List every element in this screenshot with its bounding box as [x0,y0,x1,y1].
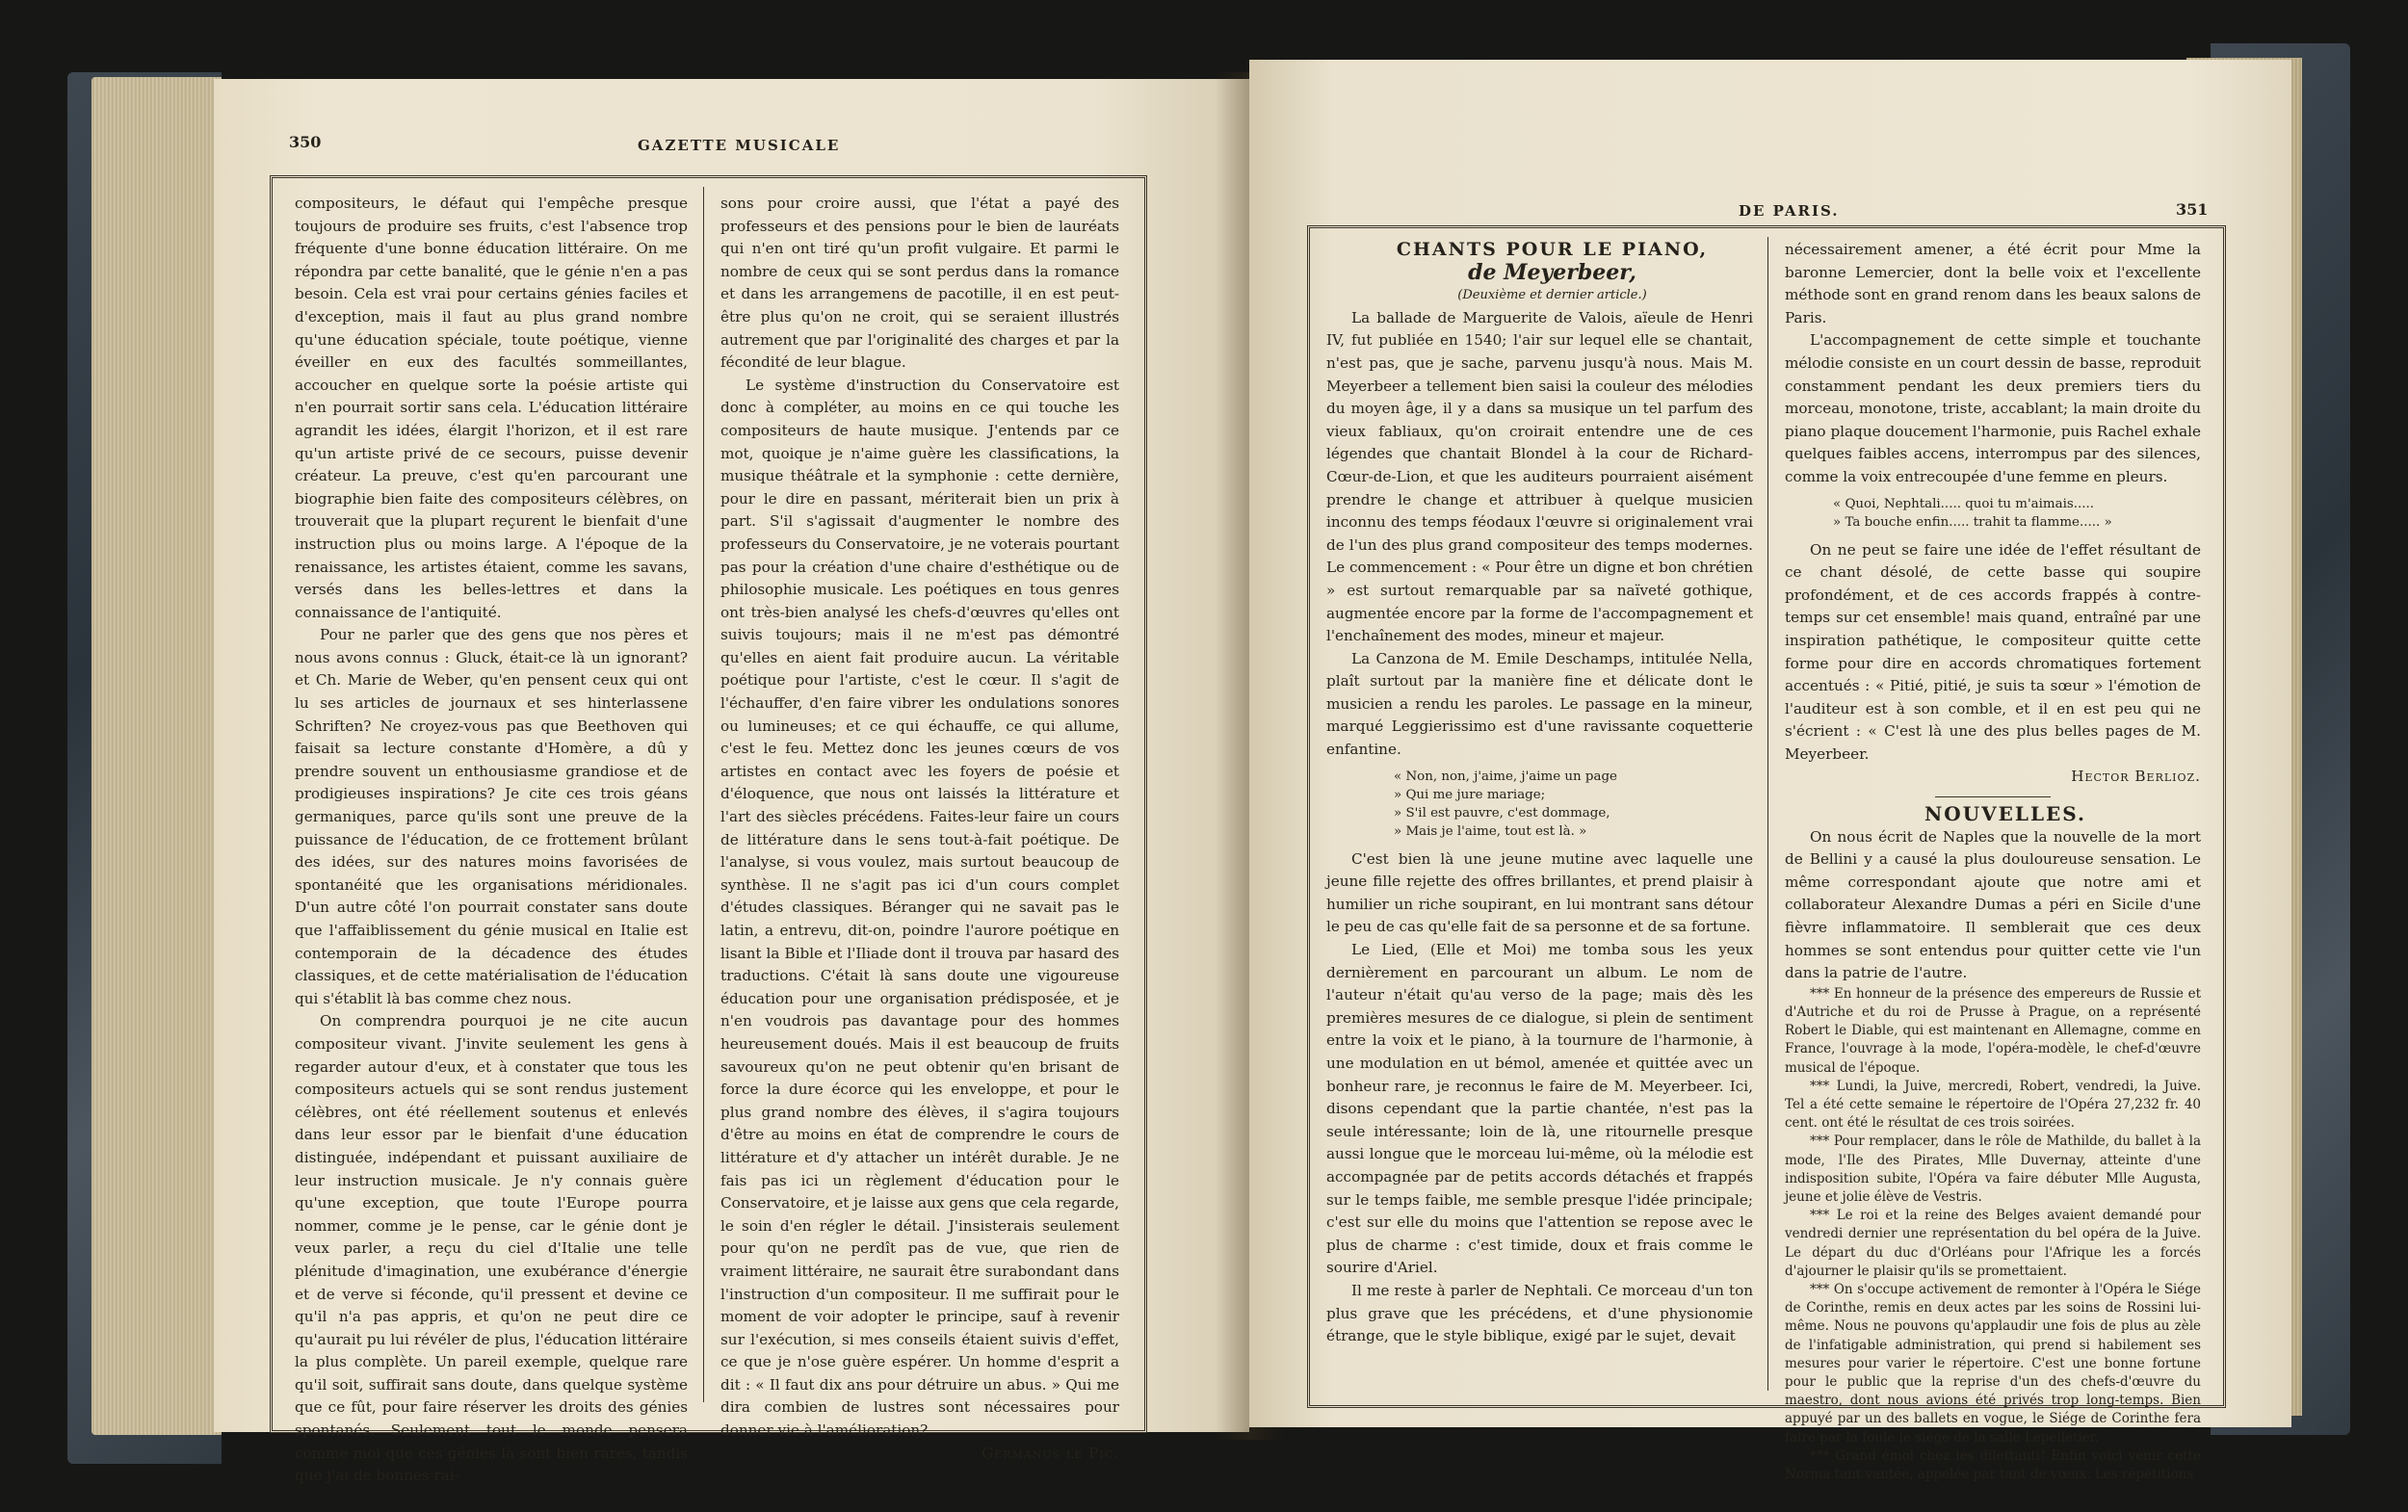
left-column-rule [703,187,704,1402]
article-subtitle: (Deuxième et dernier article.) [1457,288,1647,303]
paragraph: sons pour croire aussi, que l'état a payé des professeurs et des pensions pour le bien de lauréats qui n'en ont tiré qu'un profit vulgaire. Et parmi le nombre de ceux qui se sont perdus dans la romance et dans les arrangemens de pacotille, il en est peut-être plus qu'on ne croit, qui se seraient illustrés autrement que par l'originalité des charges et par la fécondité de leur blague. [720,195,1119,372]
right-page [1249,60,2291,1483]
verse-quote [1833,495,2201,532]
left-column-1 [295,193,688,1488]
left-running-head: GAZETTE MUSICALE [638,137,841,154]
verse-line: » Qui me jure mariage; [1394,787,1546,802]
signature: Germanus le Pic. [982,1444,1119,1462]
paragraph: On ne peut se faire une idée de l'effet résultant de ce chant désolé, de cette basse qui soupire profondément, et de ces accords frappés à contre-temps sur cet ensemble! mais quand, entraîné par une inspiration pathétique, le compositeur quitte cette forme pour dire en accords chromatiques fortement accentués : « Pitié, pitié, je suis ta sœur » l'émotion de l'auditeur est à son comble, et il en est peu qui ne s'écrient : « C'est là une des plus belles pages de M. Meyerbeer. [1785,540,2201,763]
paragraph: La ballade de Marguerite de Valois, aïeule de Henri IV, fut publiée en 1540; l'air sur lequel elle se chantait, n'est pas, que je sache, parvenu jusqu'à nous. Mais M. Meyerbeer a tellement bien saisi la couleur des mélodies du moyen âge, il y a dans sa musique un tel parfum des vieux fabliaux, qu'on croirait entendre une de ces légendes que chantait Blondel à la cour de Richard-Cœur-de-Lion, et que les auditeurs pourraient aisément prendre le change et attribuer à quelque musicien inconnu des temps féodaux l'œuvre si originalement vrai de l'un des plus grand compositeur des temps modernes. Le commencement : « Pour être un digne et bon chrétien » est surtout remarquable par sa naïveté gothique, augmentée encore par la forme de l'accompagnement et l'enchaînement des modes, mineur et majeur. [1326,308,1753,645]
right-page-number: 351 [2176,200,2209,219]
verse-line: « Non, non, j'aime, j'aime un page [1394,769,1617,784]
paragraph: Le Lied, (Elle et Moi) me tomba sous les yeux dernièrement en parcourant un album. Le nom de l'auteur n'était qu'au verso de la page; mais dès les premières mesures de ce dialogue, si plein de sentiment entre la voix et le piano, à la tournure de l'harmonie, à une modulation en ut bémol, amenée et quittée avec un bonheur rare, je reconnus le faire de M. Meyerbeer. Ici, disons cependant que la partie chantée, n'est pas la seule intéressante; loin de là, une ritournelle presque aussi longue que le morceau lui-même, où la mélodie est accompagnée par de petits accords détachés et frappés sur le temps faible, me semble presque l'idée principale; c'est sur elle du moins que l'attention se repose avec le plus de charme : c'est timide, doux et frais comme le sourire d'Ariel. [1326,941,1753,1277]
verse-line: » Mais je l'aime, tout est là. » [1394,823,1587,839]
news-item: *** En honneur de la présence des empereurs de Russie et d'Autriche et du roi de Prusse à Prague, on a représenté Robert le Diable, qui est maintenant en Allemagne, comme en France, l'ouvrage à la mode, l'opéra-modèle, le chef-d'œuvre musical de l'époque. [1785,985,2201,1076]
verse-line: « Quoi, Nephtali..... quoi tu m'aimais..... [1833,496,2095,511]
article-author: de Meyerbeer, [1468,259,1636,285]
right-column-1 [1326,239,1753,1348]
paragraph: Le système d'instruction du Conservatoire est donc à compléter, au moins en ce qui touche les compositeurs de haute musique. J'entends par ce mot, quoique je n'aime guère les classifications, la musique théâtrale et la symphonie : cette dernière, pour le dire en passant, mériterait bien un prix à part. S'il s'agissait d'augmenter le nombre des professeurs du Conservatoire, je ne voterais pourtant pas pour la création d'une chaire d'esthétique ou de philosophie musicale. Les poétiques en tous genres ont très-bien analysé les chefs-d'œuvres qu'elles ont suivis toujours; mais il ne m'est pas démontré qu'elles en aient fait produire aucun. La véritable poétique pour l'artiste, c'est le cœur. Il s'agit de l'échauffer, d'en faire vibrer les ondulations sonores ou lumineuses; et ce qui échauffe, ce qui allume, c'est le feu. Mettez donc les jeunes cœurs de vos artistes en contact avec les foyers de poésie et d'éloquence, que nous ont laissés la littérature et l'art des siècles précédens. Faites-leur faire un cours de littérature dans le sens tout-à-fait poétique. De l'analyse, si vous voulez, mais surtout beaucoup de synthèse. Il ne s'agit pas ici d'un cours complet d'études classiques. Béranger qui ne savait pas le latin, a entrevu, dit-on, poindre l'aurore poétique en lisant la Bible et l'Iliade dont il trouva par hasard des traductions. C'était là sans doute une vigoureuse éducation pour une organisation prédisposée, et je n'en voudrois pas davantage pour des hommes heureusement doués. Mais il est beaucoup de fruits savoureux qu'on ne peut obtenir qu'en brisant de force la dure écorce qui les enveloppe, et pour le plus grand nombre des élèves, il s'agira toujours d'être au moins en état de comprendre le cours de littérature et d'y attacher un intérêt durable. Je ne fais pas ici un règlement d'éducation pour le Conservatoire, et je laisse aux gens que cela regarde, le soin d'en régler le détail. J'insisterais seulement pour qu'on ne perdît pas de vue, que rien de vraiment littéraire, ne saurait être surabondant dans l'instruction d'un compositeur. Il me suffirait pour le moment de voir adopter le principe, sauf à revenir sur l'exécution, si mes conseils étaient suivis d'effet, ce que je n'ose guère espérer. Un homme d'esprit a dit : « Il faut dix ans pour détruire un abus. » Qui me dira combien de lustres sont nécessaires pour donner vie à l'amélioration? [720,376,1119,1440]
news-item: *** Le roi et la reine des Belges avaient demandé pour vendredi dernier une représentation du bel opéra de la Juive. Le départ du duc d'Orléans pour l'Afrique les a forcés d'ajourner le plaisir qu'ils se promettaient. [1785,1208,2201,1279]
news-items [1785,985,2201,1484]
right-running-head: DE PARIS. [1739,202,1840,220]
paragraph: C'est bien là une jeune mutine avec laquelle une jeune fille rejette des offres brillantes, et prend plaisir à humilier un riche soupirant, en lui montrant sans détour le peu de cas qu'elle fait de sa personne et de sa fortune. [1326,849,1753,936]
left-page-edges [92,77,222,1435]
section-separator [1935,796,2051,797]
verse-quote [1394,768,1753,841]
signature: Hector Berlioz. [2071,768,2201,786]
left-page [214,79,1249,1485]
article-title: CHANTS POUR LE PIANO, [1396,239,1709,260]
verse-line: » Ta bouche enfin..... trahit ta flamme..... » [1833,514,2112,530]
paragraph: nécessairement amener, a été écrit pour Mme la baronne Lemercier, dont la belle voix et l'excellente méthode sont en grand renom dans les beaux salons de Paris. [1785,241,2201,326]
news-item: *** On s'occupe activement de remonter à l'Opéra le Siége de Corinthe, remis en deux actes par les soins de Rossini lui-même. Nous ne pouvons qu'applaudir une fois de plus au zèle de l'infatigable administration, qui prend si habilement ses mesures pour varier le répertoire. C'est une bonne fortune pour le public que la reprise d'un des chefs-d'œuvre du maestro, dont nous avions été privés trop long-temps. Bien appuyé par un des ballets en vogue, le Siége de Corinthe fera faire par la foule le siége de la salle Lepelletier. [1785,1282,2201,1446]
paragraph: On comprendra pourquoi je ne cite aucun compositeur vivant. J'invite seulement les gens à regarder autour d'eux, et à constater que tous les compositeurs actuels qui se sont rendus justement célèbres, ont été réellement soutenus et enlevés dans leur essor par le bienfait d'une éducation distinguée, indépendant et puissant auxiliaire de leur instruction musicale. Je n'y connais guère qu'une exception, que toute l'Europe pourra nommer, comme je le pense, car le génie dont je veux parler, a reçu du ciel d'Italie une telle plénitude d'imagination, une exubérance d'énergie et de verve si féconde, qu'il pressent et devine ce qu'il n'a pas appris, et qu'on ne peut dire ce qu'aurait pu lui révéler de plus, l'éducation littéraire la plus complète. Un pareil exemple, quelque rare qu'il soit, suffirait sans doute, dans quelque système que ce fût, pour faire réserver les droits des génies spontanés. Seulement tout le monde pensera comme moi que ces génies là sont bien rares, tandis que j'ai de bonnes rai- [295,1012,688,1485]
news-item: *** Lundi, la Juive, mercredi, Robert, vendredi, la Juive. Tel a été cette semaine le répertoire de l'Opéra 27,232 fr. 40 cent. ont été le résultat de ces trois soirées. [1785,1078,2201,1132]
paragraph: Il me reste à parler de Nephtali. Ce morceau d'un ton plus grave que les précédens, et d'une physionomie étrange, que le style biblique, exigé par le sujet, devait [1326,1281,1753,1345]
verse-line: » S'il est pauvre, c'est dommage, [1394,805,1610,821]
left-column-2 [720,193,1119,1465]
left-page-number: 350 [289,133,322,151]
news-intro: On nous écrit de Naples que la nouvelle de la mort de Bellini y a causé la plus douloureuse sensation. Le même correspondant ajoute que notre ami et collaborateur Alexandre Dumas a péri en Sicile d'une fièvre inflammatoire. Il semblerait que ces deux hommes se sont entendus pour quitter cette vie l'un dans la patrie de l'autre. [1785,827,2201,982]
paragraph: La Canzona de M. Emile Deschamps, intitulée Nella, plaît surtout par la manière fine et délicate dont le musicien a rendu les paroles. Le passage en la mineur, marqué Leggierissimo est d'une ravissante coquetterie enfantine. [1326,649,1753,759]
paragraph: Pour ne parler que des gens que nos pères et nous avons connus : Gluck, était-ce là un ignorant? et Ch. Marie de Weber, qu'en pensent ceux qui ont lu ses articles de journaux et ses hinterlassene Schriften? Ne croyez-vous pas que Beethoven qui faisait sa lecture constante d'Homère, a dû y prendre souvent un enthousiasme grandiose et de prodigieuses inspirations? Je cite ces trois géans germaniques, parce qu'ils sont une preuve de la puissance de l'éducation, de ce frottement brûlant des idées, sur des natures moins favorisées de spontanéité que les organisations méridionales. D'un autre côté l'on pourrait constater sans doute que l'affaiblissement du génie musical en Italie est contemporain de la décadence des études classiques, et de cette matérialisation de l'éducation qui s'établit là bas comme chez nous. [295,626,688,1007]
news-item: *** Pour remplacer, dans le rôle de Mathilde, du ballet à la mode, l'Ile des Pirates, Mlle Duvernay, atteinte d'une indisposition subite, l'Opéra va faire débuter Mlle Augusta, jeune et jolie élève de Vestris. [1785,1134,2201,1206]
right-column-rule [1767,237,1768,1391]
paragraph: L'accompagnement de cette simple et touchante mélodie consiste en un court dessin de basse, reproduit constamment pendant les deux premiers tiers du morceau, monotone, triste, accablant; la main droite du piano plaque doucement l'harmonie, puis Rachel exhale quelques faibles accens, interrompus par des silences, comme la voix entrecoupée d'une femme en pleurs. [1785,331,2201,485]
news-item: *** Grand émoi chez les dilettanti! Enfin voici venir cette Norma tant vantée, appelée par tant de vœux. Les répétitions [1785,1447,2201,1483]
news-section-title: NOUVELLES. [1924,802,2086,826]
right-column-2 [1785,239,2201,1484]
paragraph: compositeurs, le défaut qui l'empêche presque toujours de produire ses fruits, c'est l'absence trop fréquente d'une bonne éducation littéraire. On me répondra par cette banalité, que le génie n'en a pas besoin. Cela est vrai pour certains génies faciles et d'exception, mais il faut au plus grand nombre qu'une éducation spéciale, toute poétique, vienne éveiller en eux des facultés sommeillantes, accoucher en quelque sorte la poésie artiste qui n'en pourrait sortir sans cela. L'éducation littéraire agrandit les idées, élargit l'horizon, et il est rare qu'un artiste privé de ce secours, puisse devenir créateur. La preuve, c'est qu'en parcourant une biographie bien faite des compositeurs célèbres, on trouverait que la plupart reçurent le bienfait d'une instruction plus ou moins large. A l'époque de la renaissance, les artistes étaient, comme les savans, versés dans les belles-lettres et dans la connaissance de l'antiquité. [295,195,688,621]
